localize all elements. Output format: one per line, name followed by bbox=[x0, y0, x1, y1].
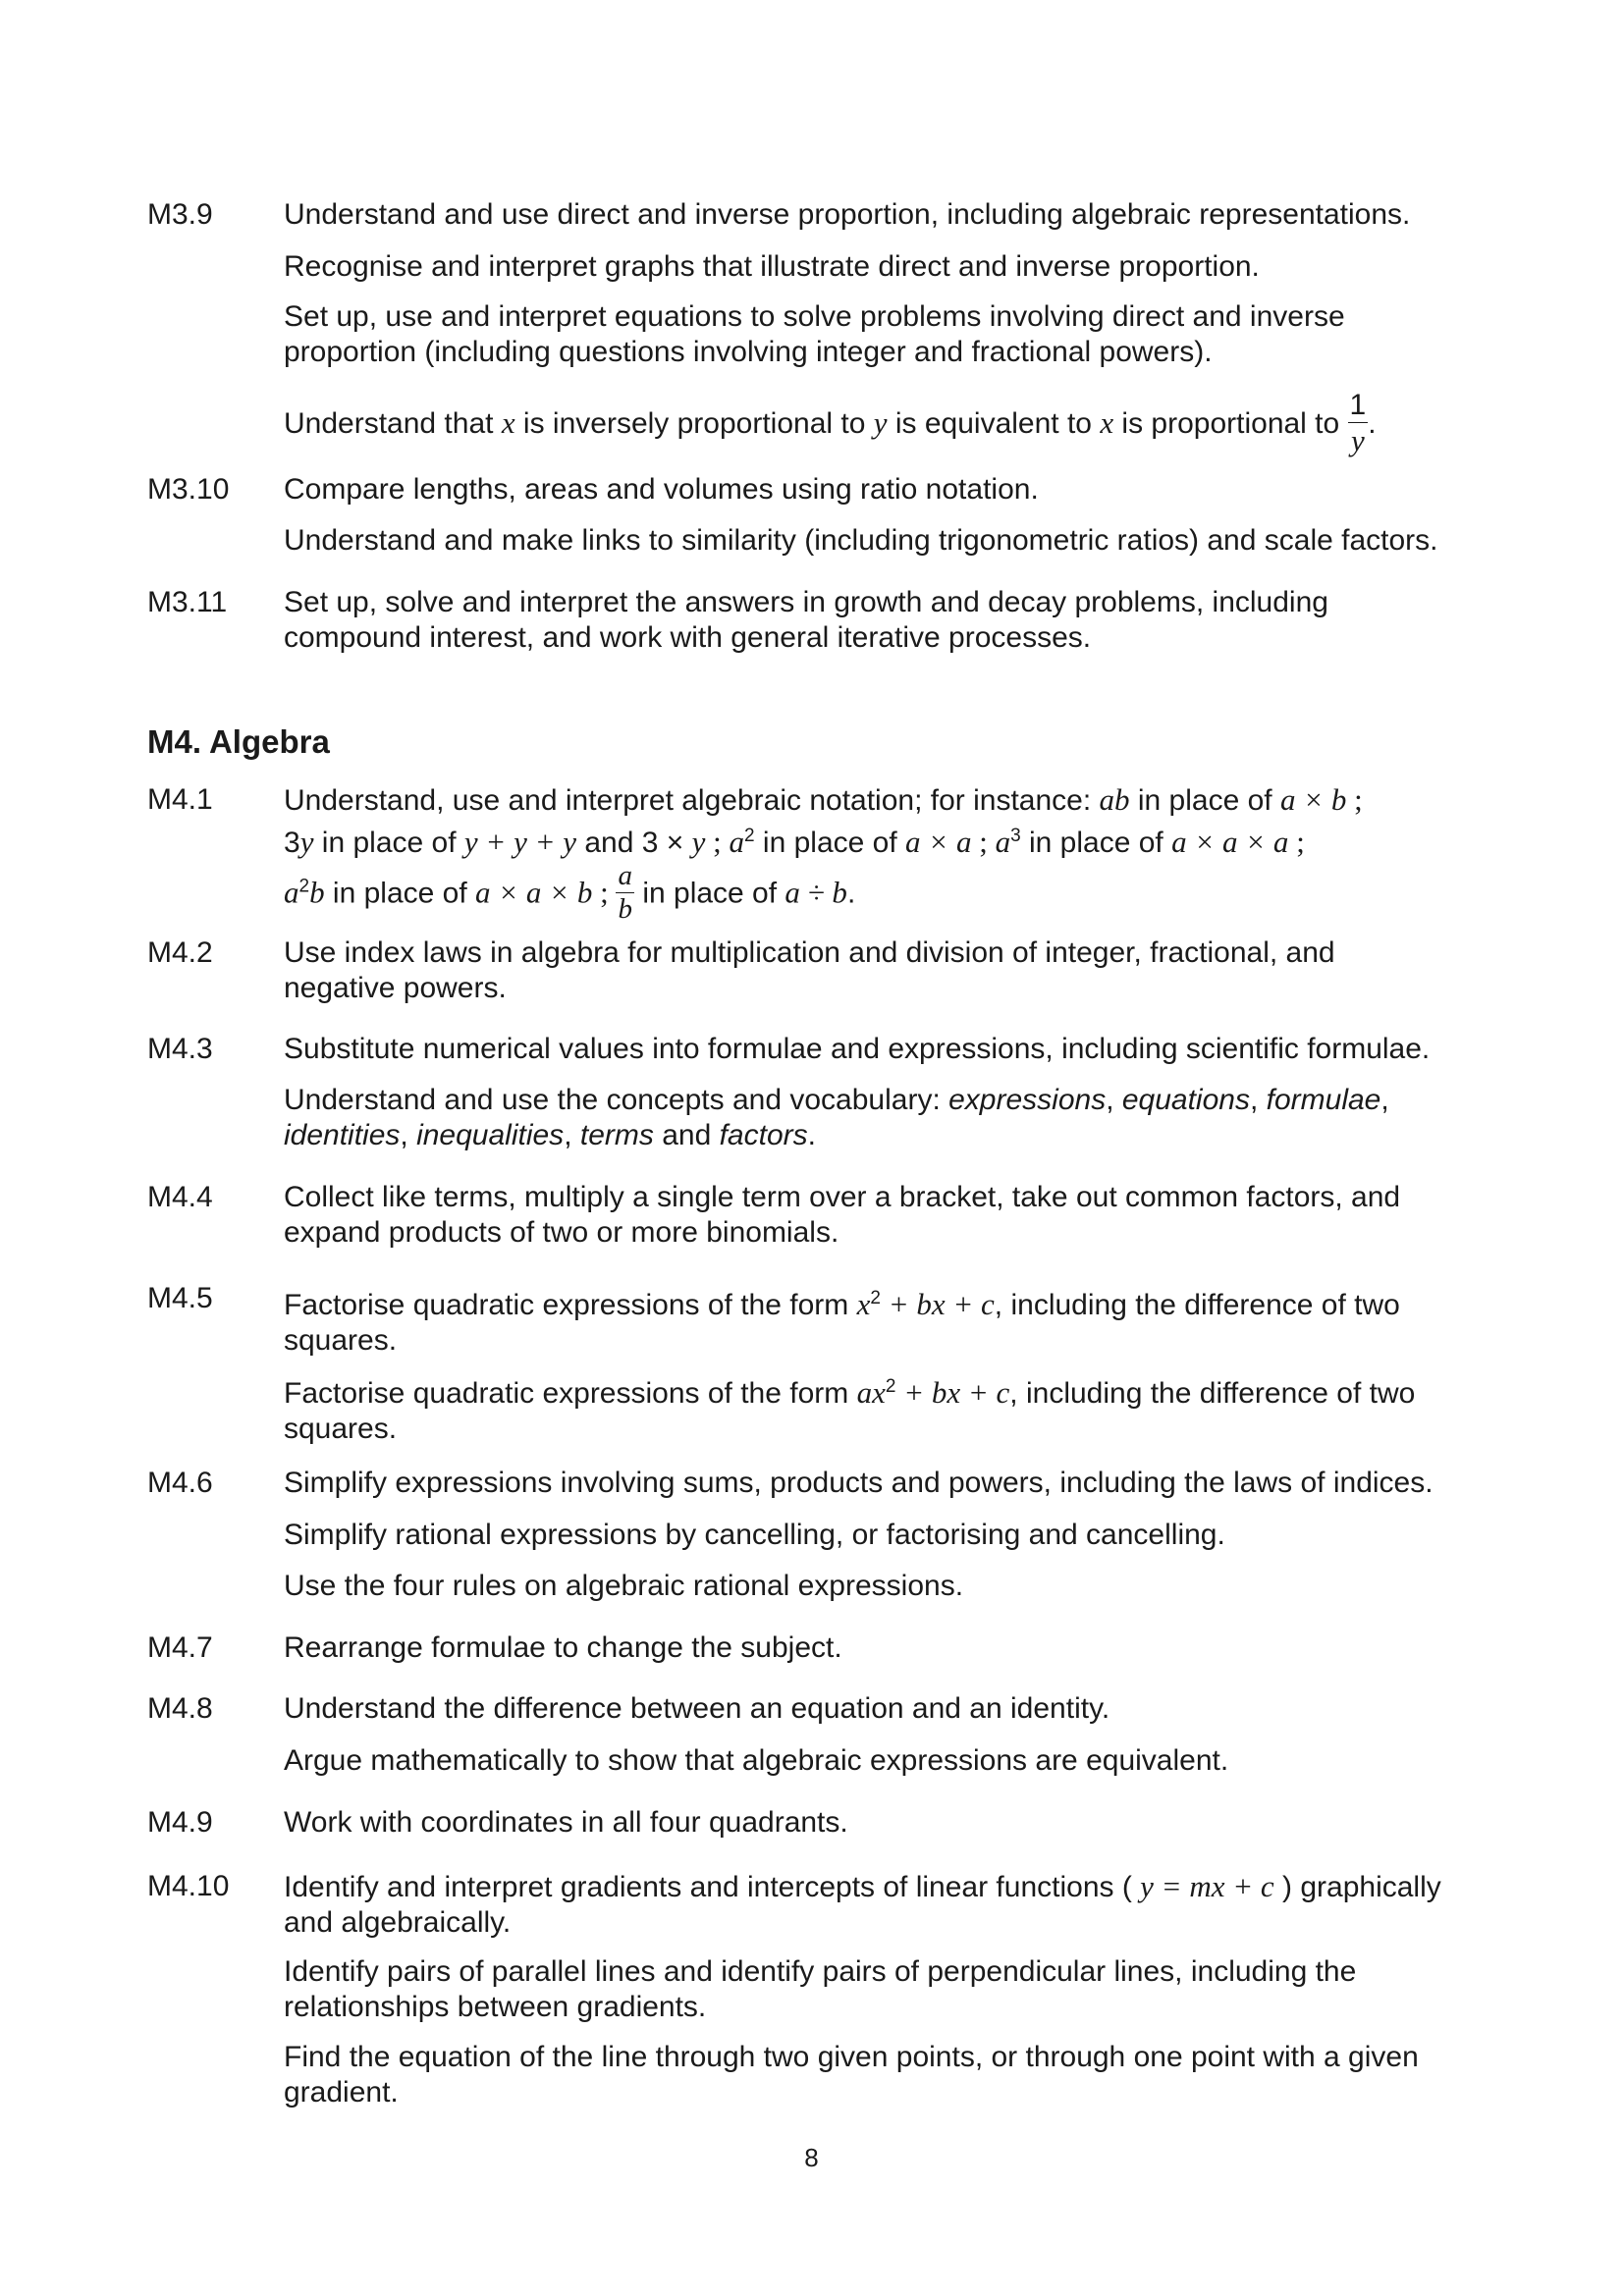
objective-code: M4.8 bbox=[147, 1692, 213, 1725]
objective-text: $a^2b$ in place of a × a × b ; $\frac{a}{b}$ in place of a ÷ b. bbox=[284, 860, 856, 925]
objective-text: Factorise quadratic expressions of the form $ax^2$ + bx + c, including the difference of two squares. bbox=[284, 1375, 1416, 1445]
fraction: $\frac{a}{b}$ bbox=[618, 860, 632, 925]
objective-code: M4.6 bbox=[147, 1467, 213, 1499]
objective-text: Factorise quadratic expressions of the form $x^2$ + bx + c, including the difference of two squares. bbox=[284, 1287, 1400, 1357]
objective-text: Identify pairs of parallel lines and identify pairs of perpendicular lines, including the relationships between gradients. bbox=[284, 1955, 1357, 2023]
objective-code: M4.9 bbox=[147, 1806, 213, 1839]
objective-code: M4.5 bbox=[147, 1282, 213, 1314]
page-number: 8 bbox=[804, 2143, 819, 2172]
objective-text: Substitute numerical values into formulae and expressions, including scientific formulae. bbox=[284, 1033, 1431, 1065]
objective-text: Understand, use and interpret algebraic notation; for instance: ab in place of a × b ; 3y in place of y + y + y and 3 × y ; $a^2$ in place of a × a ; $a^3$ in place of a × a × a ; bbox=[284, 782, 1363, 859]
objective-text: Simplify rational expressions by cancelling, or factorising and cancelling. bbox=[284, 1519, 1225, 1551]
objective-code: M4.2 bbox=[147, 936, 213, 969]
objective-text: Simplify expressions involving sums, products and powers, including the laws of indices. bbox=[284, 1467, 1434, 1499]
objective-code: M3.10 bbox=[147, 473, 230, 506]
objective-text: Find the equation of the line through two given points, or through one point with a given gradient. bbox=[284, 2041, 1419, 2109]
objective-code: M3.11 bbox=[147, 586, 228, 618]
section-heading: M4. Algebra bbox=[147, 723, 330, 760]
objective-text: Identify and interpret gradients and intercepts of linear functions ( y = mx + c ) graphically and algebraically. bbox=[284, 1869, 1441, 1939]
objective-text: Compare lengths, areas and volumes using ratio notation. bbox=[284, 473, 1039, 506]
objective-text: Collect like terms, multiply a single term over a bracket, take out common factors, and expand products of two or more binomials. bbox=[284, 1181, 1401, 1249]
objective-code: M4.1 bbox=[147, 783, 213, 816]
objective-text: Understand and make links to similarity (including trigonometric ratios) and scale factors. bbox=[284, 524, 1438, 557]
objective-text: Set up, use and interpret equations to solve problems involving direct and inverse proportion (including questions involving integer and fractional powers). bbox=[284, 300, 1345, 368]
objective-code: M3.9 bbox=[147, 198, 213, 231]
objective-code: M4.3 bbox=[147, 1033, 213, 1065]
objective-text: Recognise and interpret graphs that illustrate direct and inverse proportion. bbox=[284, 250, 1260, 283]
objective-text: Rearrange formulae to change the subject. bbox=[284, 1631, 842, 1664]
objective-text: Understand the difference between an equation and an identity. bbox=[284, 1692, 1110, 1725]
objective-text: Understand and use the concepts and vocabulary: expressions, equations, formulae, identities, inequalities, terms and factors. bbox=[284, 1084, 1389, 1151]
objective-text: Work with coordinates in all four quadrants. bbox=[284, 1806, 848, 1839]
objective-text: Set up, solve and interpret the answers in growth and decay problems, including compound interest, and work with general iterative processes. bbox=[284, 586, 1328, 654]
objective-code: M4.10 bbox=[147, 1870, 230, 1902]
objective-code: M4.7 bbox=[147, 1631, 213, 1664]
objective-text: Understand and use direct and inverse proportion, including algebraic representations. bbox=[284, 198, 1411, 231]
objective-text: Argue mathematically to show that algebraic expressions are equivalent. bbox=[284, 1744, 1229, 1777]
fraction: $\frac{1}{y}$ bbox=[1349, 389, 1367, 457]
objective-text: Use index laws in algebra for multiplication and division of integer, fractional, and negative powers. bbox=[284, 936, 1335, 1004]
objective-code: M4.4 bbox=[147, 1181, 213, 1213]
objective-text: Use the four rules on algebraic rational expressions. bbox=[284, 1570, 964, 1602]
objective-text: Understand that x is inversely proportional to y is equivalent to x is proportional to $\frac{1}{y}$ . bbox=[284, 389, 1377, 457]
